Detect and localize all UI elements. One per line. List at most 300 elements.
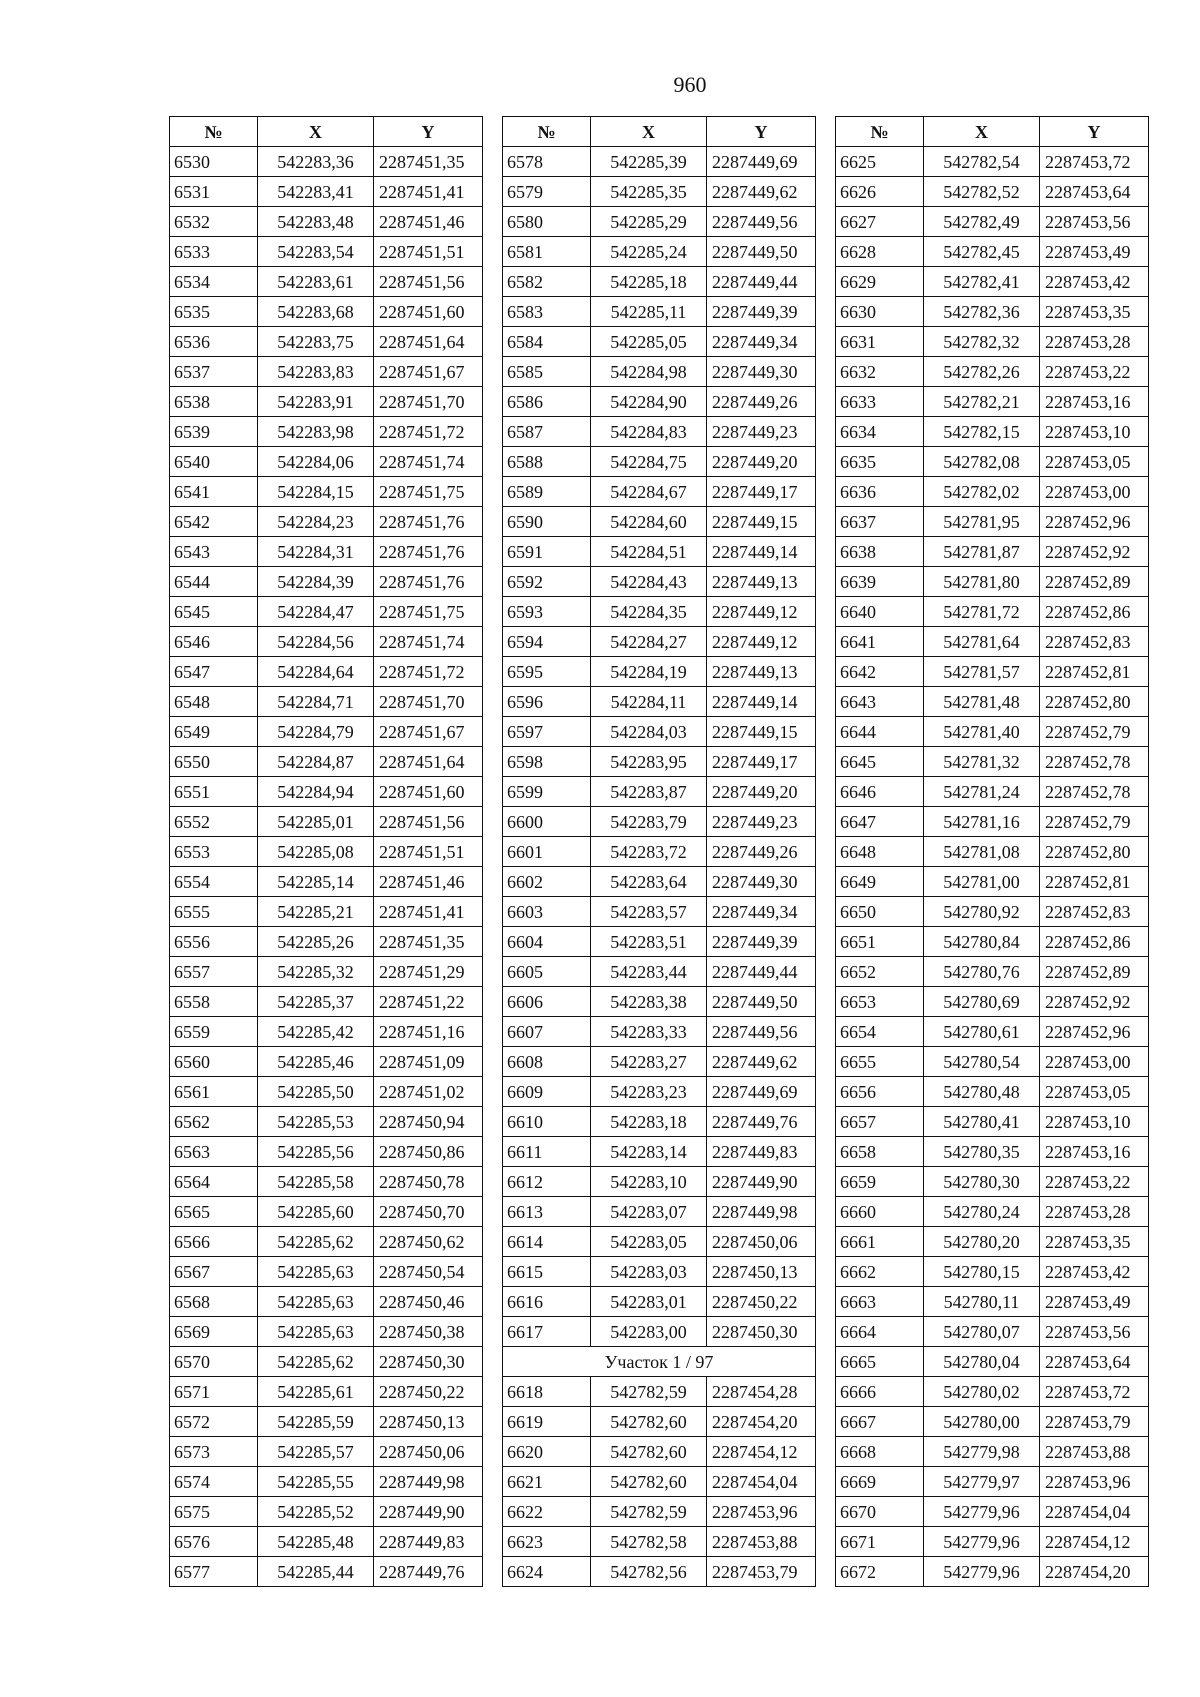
table-row xyxy=(503,687,816,717)
y-coordinate-cell: 2287450,46 xyxy=(374,1287,483,1317)
y-coordinate-cell: 2287453,22 xyxy=(1040,1167,1149,1197)
table-row xyxy=(836,1227,1149,1257)
x-coordinate-cell: 542283,41 xyxy=(258,177,374,207)
x-coordinate-cell: 542284,19 xyxy=(591,657,707,687)
y-coordinate-cell: 2287453,56 xyxy=(1040,1317,1149,1347)
table-row xyxy=(170,1467,483,1497)
point-number-cell: 6627 xyxy=(836,207,924,237)
section-row xyxy=(503,1347,816,1377)
point-number-cell: 6565 xyxy=(170,1197,258,1227)
coordinates-table-2 xyxy=(502,116,816,1587)
table-row xyxy=(836,1287,1149,1317)
x-coordinate-cell: 542283,01 xyxy=(591,1287,707,1317)
point-number-cell: 6660 xyxy=(836,1197,924,1227)
table-row xyxy=(170,1407,483,1437)
x-coordinate-cell: 542284,06 xyxy=(258,447,374,477)
x-coordinate-cell: 542782,15 xyxy=(924,417,1040,447)
point-number-cell: 6605 xyxy=(503,957,591,987)
table-row xyxy=(170,777,483,807)
point-number-cell: 6615 xyxy=(503,1257,591,1287)
point-number-cell: 6645 xyxy=(836,747,924,777)
point-number-cell: 6590 xyxy=(503,507,591,537)
y-coordinate-cell: 2287451,70 xyxy=(374,387,483,417)
point-number-cell: 6629 xyxy=(836,267,924,297)
point-number-cell: 6669 xyxy=(836,1467,924,1497)
table-row xyxy=(170,597,483,627)
table-row xyxy=(836,987,1149,1017)
table-row xyxy=(170,207,483,237)
point-number-cell: 6609 xyxy=(503,1077,591,1107)
x-coordinate-cell: 542283,14 xyxy=(591,1137,707,1167)
point-number-cell: 6597 xyxy=(503,717,591,747)
x-coordinate-cell: 542779,96 xyxy=(924,1557,1040,1587)
table-row xyxy=(170,1347,483,1377)
table-row xyxy=(170,1107,483,1137)
point-number-cell: 6554 xyxy=(170,867,258,897)
table-row xyxy=(170,687,483,717)
x-coordinate-cell: 542284,87 xyxy=(258,747,374,777)
table-row xyxy=(503,747,816,777)
x-coordinate-cell: 542782,26 xyxy=(924,357,1040,387)
x-coordinate-cell: 542283,98 xyxy=(258,417,374,447)
point-number-cell: 6559 xyxy=(170,1017,258,1047)
y-coordinate-cell: 2287454,12 xyxy=(1040,1527,1149,1557)
table-row xyxy=(836,717,1149,747)
x-coordinate-cell: 542285,21 xyxy=(258,897,374,927)
table-row xyxy=(503,657,816,687)
table-row xyxy=(170,1287,483,1317)
y-coordinate-cell: 2287449,83 xyxy=(374,1527,483,1557)
table-row xyxy=(836,957,1149,987)
point-number-cell: 6657 xyxy=(836,1107,924,1137)
y-coordinate-cell: 2287453,10 xyxy=(1040,417,1149,447)
y-coordinate-cell: 2287451,16 xyxy=(374,1017,483,1047)
y-coordinate-cell: 2287454,04 xyxy=(1040,1497,1149,1527)
table-row xyxy=(836,1527,1149,1557)
y-coordinate-cell: 2287451,35 xyxy=(374,927,483,957)
table-row xyxy=(503,1227,816,1257)
x-coordinate-cell: 542782,45 xyxy=(924,237,1040,267)
x-coordinate-cell: 542780,48 xyxy=(924,1077,1040,1107)
x-coordinate-cell: 542285,14 xyxy=(258,867,374,897)
point-number-cell: 6567 xyxy=(170,1257,258,1287)
y-coordinate-cell: 2287449,12 xyxy=(707,597,816,627)
point-number-cell: 6545 xyxy=(170,597,258,627)
x-coordinate-cell: 542285,48 xyxy=(258,1527,374,1557)
point-number-cell: 6632 xyxy=(836,357,924,387)
x-coordinate-cell: 542781,40 xyxy=(924,717,1040,747)
point-number-cell: 6639 xyxy=(836,567,924,597)
point-number-cell: 6548 xyxy=(170,687,258,717)
x-coordinate-cell: 542779,96 xyxy=(924,1497,1040,1527)
point-number-cell: 6600 xyxy=(503,807,591,837)
table-row xyxy=(836,837,1149,867)
y-coordinate-cell: 2287451,46 xyxy=(374,207,483,237)
point-number-cell: 6661 xyxy=(836,1227,924,1257)
table-row xyxy=(170,957,483,987)
y-coordinate-cell: 2287451,09 xyxy=(374,1047,483,1077)
table-row xyxy=(170,297,483,327)
point-number-cell: 6614 xyxy=(503,1227,591,1257)
table-row xyxy=(503,597,816,627)
point-number-cell: 6647 xyxy=(836,807,924,837)
x-coordinate-cell: 542285,24 xyxy=(591,237,707,267)
point-number-cell: 6570 xyxy=(170,1347,258,1377)
y-coordinate-cell: 2287451,64 xyxy=(374,327,483,357)
x-coordinate-cell: 542284,35 xyxy=(591,597,707,627)
point-number-cell: 6535 xyxy=(170,297,258,327)
y-coordinate-cell: 2287453,79 xyxy=(1040,1407,1149,1437)
table-row xyxy=(503,1137,816,1167)
x-coordinate-cell: 542781,80 xyxy=(924,567,1040,597)
point-number-cell: 6608 xyxy=(503,1047,591,1077)
y-coordinate-cell: 2287453,88 xyxy=(1040,1437,1149,1467)
point-number-cell: 6542 xyxy=(170,507,258,537)
point-number-cell: 6587 xyxy=(503,417,591,447)
point-number-cell: 6653 xyxy=(836,987,924,1017)
x-coordinate-cell: 542782,49 xyxy=(924,207,1040,237)
table-row xyxy=(503,507,816,537)
y-coordinate-cell: 2287454,20 xyxy=(707,1407,816,1437)
y-coordinate-cell: 2287450,94 xyxy=(374,1107,483,1137)
point-number-cell: 6659 xyxy=(836,1167,924,1197)
point-number-cell: 6586 xyxy=(503,387,591,417)
table-row xyxy=(503,537,816,567)
x-coordinate-cell: 542780,84 xyxy=(924,927,1040,957)
x-coordinate-cell: 542283,83 xyxy=(258,357,374,387)
table-row xyxy=(836,477,1149,507)
point-number-cell: 6593 xyxy=(503,597,591,627)
x-coordinate-cell: 542780,92 xyxy=(924,897,1040,927)
point-number-cell: 6582 xyxy=(503,267,591,297)
point-number-cell: 6625 xyxy=(836,147,924,177)
header-x: X xyxy=(591,117,707,147)
table-row xyxy=(503,1497,816,1527)
table-row xyxy=(503,897,816,927)
y-coordinate-cell: 2287452,83 xyxy=(1040,627,1149,657)
x-coordinate-cell: 542780,04 xyxy=(924,1347,1040,1377)
x-coordinate-cell: 542285,55 xyxy=(258,1467,374,1497)
y-coordinate-cell: 2287451,41 xyxy=(374,897,483,927)
y-coordinate-cell: 2287449,17 xyxy=(707,747,816,777)
table-row xyxy=(503,987,816,1017)
point-number-cell: 6547 xyxy=(170,657,258,687)
x-coordinate-cell: 542285,57 xyxy=(258,1437,374,1467)
y-coordinate-cell: 2287449,15 xyxy=(707,507,816,537)
point-number-cell: 6544 xyxy=(170,567,258,597)
y-coordinate-cell: 2287453,35 xyxy=(1040,297,1149,327)
point-number-cell: 6617 xyxy=(503,1317,591,1347)
y-coordinate-cell: 2287449,23 xyxy=(707,807,816,837)
point-number-cell: 6552 xyxy=(170,807,258,837)
table-row xyxy=(170,447,483,477)
x-coordinate-cell: 542283,33 xyxy=(591,1017,707,1047)
x-coordinate-cell: 542284,47 xyxy=(258,597,374,627)
table-row xyxy=(836,627,1149,657)
y-coordinate-cell: 2287450,78 xyxy=(374,1167,483,1197)
header-number: № xyxy=(503,117,591,147)
table-row xyxy=(503,357,816,387)
point-number-cell: 6671 xyxy=(836,1527,924,1557)
point-number-cell: 6534 xyxy=(170,267,258,297)
point-number-cell: 6550 xyxy=(170,747,258,777)
x-coordinate-cell: 542285,53 xyxy=(258,1107,374,1137)
y-coordinate-cell: 2287451,64 xyxy=(374,747,483,777)
x-coordinate-cell: 542283,44 xyxy=(591,957,707,987)
x-coordinate-cell: 542285,63 xyxy=(258,1257,374,1287)
x-coordinate-cell: 542285,61 xyxy=(258,1377,374,1407)
point-number-cell: 6579 xyxy=(503,177,591,207)
y-coordinate-cell: 2287453,42 xyxy=(1040,267,1149,297)
y-coordinate-cell: 2287453,88 xyxy=(707,1527,816,1557)
table-row xyxy=(503,1287,816,1317)
table-row xyxy=(503,1107,816,1137)
y-coordinate-cell: 2287449,50 xyxy=(707,987,816,1017)
point-number-cell: 6666 xyxy=(836,1377,924,1407)
y-coordinate-cell: 2287449,69 xyxy=(707,1077,816,1107)
point-number-cell: 6613 xyxy=(503,1197,591,1227)
x-coordinate-cell: 542283,48 xyxy=(258,207,374,237)
x-coordinate-cell: 542782,41 xyxy=(924,267,1040,297)
table-row xyxy=(836,327,1149,357)
point-number-cell: 6575 xyxy=(170,1497,258,1527)
x-coordinate-cell: 542285,26 xyxy=(258,927,374,957)
x-coordinate-cell: 542284,64 xyxy=(258,657,374,687)
point-number-cell: 6652 xyxy=(836,957,924,987)
table-row xyxy=(170,567,483,597)
x-coordinate-cell: 542781,87 xyxy=(924,537,1040,567)
y-coordinate-cell: 2287452,80 xyxy=(1040,687,1149,717)
table-row xyxy=(170,657,483,687)
y-coordinate-cell: 2287449,23 xyxy=(707,417,816,447)
x-coordinate-cell: 542285,42 xyxy=(258,1017,374,1047)
point-number-cell: 6595 xyxy=(503,657,591,687)
point-number-cell: 6561 xyxy=(170,1077,258,1107)
y-coordinate-cell: 2287453,28 xyxy=(1040,327,1149,357)
y-coordinate-cell: 2287449,14 xyxy=(707,687,816,717)
point-number-cell: 6637 xyxy=(836,507,924,537)
table-row xyxy=(503,867,816,897)
y-coordinate-cell: 2287451,56 xyxy=(374,807,483,837)
table-row xyxy=(503,417,816,447)
x-coordinate-cell: 542284,11 xyxy=(591,687,707,717)
point-number-cell: 6539 xyxy=(170,417,258,447)
table-row xyxy=(170,507,483,537)
x-coordinate-cell: 542283,72 xyxy=(591,837,707,867)
point-number-cell: 6656 xyxy=(836,1077,924,1107)
x-coordinate-cell: 542283,54 xyxy=(258,237,374,267)
x-coordinate-cell: 542780,02 xyxy=(924,1377,1040,1407)
y-coordinate-cell: 2287450,22 xyxy=(374,1377,483,1407)
y-coordinate-cell: 2287453,42 xyxy=(1040,1257,1149,1287)
table-row xyxy=(836,1077,1149,1107)
y-coordinate-cell: 2287451,74 xyxy=(374,627,483,657)
x-coordinate-cell: 542283,38 xyxy=(591,987,707,1017)
y-coordinate-cell: 2287451,02 xyxy=(374,1077,483,1107)
point-number-cell: 6563 xyxy=(170,1137,258,1167)
table-row xyxy=(170,867,483,897)
y-coordinate-cell: 2287452,78 xyxy=(1040,747,1149,777)
table-row xyxy=(503,177,816,207)
x-coordinate-cell: 542780,61 xyxy=(924,1017,1040,1047)
x-coordinate-cell: 542780,76 xyxy=(924,957,1040,987)
point-number-cell: 6621 xyxy=(503,1467,591,1497)
x-coordinate-cell: 542285,37 xyxy=(258,987,374,1017)
y-coordinate-cell: 2287449,98 xyxy=(374,1467,483,1497)
x-coordinate-cell: 542285,50 xyxy=(258,1077,374,1107)
x-coordinate-cell: 542782,54 xyxy=(924,147,1040,177)
y-coordinate-cell: 2287449,14 xyxy=(707,537,816,567)
table-row xyxy=(836,1467,1149,1497)
point-number-cell: 6591 xyxy=(503,537,591,567)
table-row xyxy=(170,1497,483,1527)
point-number-cell: 6543 xyxy=(170,537,258,567)
x-coordinate-cell: 542285,08 xyxy=(258,837,374,867)
y-coordinate-cell: 2287453,10 xyxy=(1040,1107,1149,1137)
y-coordinate-cell: 2287450,06 xyxy=(374,1437,483,1467)
table-row xyxy=(836,1137,1149,1167)
x-coordinate-cell: 542285,32 xyxy=(258,957,374,987)
x-coordinate-cell: 542285,44 xyxy=(258,1557,374,1587)
y-coordinate-cell: 2287449,15 xyxy=(707,717,816,747)
table-row xyxy=(503,447,816,477)
x-coordinate-cell: 542780,35 xyxy=(924,1137,1040,1167)
x-coordinate-cell: 542284,75 xyxy=(591,447,707,477)
table-row xyxy=(170,897,483,927)
x-coordinate-cell: 542284,31 xyxy=(258,537,374,567)
y-coordinate-cell: 2287450,30 xyxy=(374,1347,483,1377)
x-coordinate-cell: 542781,48 xyxy=(924,687,1040,717)
table-row xyxy=(503,1437,816,1467)
y-coordinate-cell: 2287453,49 xyxy=(1040,1287,1149,1317)
x-coordinate-cell: 542284,83 xyxy=(591,417,707,447)
y-coordinate-cell: 2287453,00 xyxy=(1040,1047,1149,1077)
x-coordinate-cell: 542283,05 xyxy=(591,1227,707,1257)
y-coordinate-cell: 2287452,79 xyxy=(1040,807,1149,837)
x-coordinate-cell: 542285,63 xyxy=(258,1287,374,1317)
point-number-cell: 6668 xyxy=(836,1437,924,1467)
point-number-cell: 6612 xyxy=(503,1167,591,1197)
coordinates-table-3 xyxy=(835,116,1149,1587)
y-coordinate-cell: 2287450,13 xyxy=(374,1407,483,1437)
table-row xyxy=(836,147,1149,177)
x-coordinate-cell: 542782,60 xyxy=(591,1407,707,1437)
y-coordinate-cell: 2287449,44 xyxy=(707,957,816,987)
table-row xyxy=(836,177,1149,207)
x-coordinate-cell: 542284,79 xyxy=(258,717,374,747)
point-number-cell: 6572 xyxy=(170,1407,258,1437)
table-row xyxy=(836,297,1149,327)
x-coordinate-cell: 542780,41 xyxy=(924,1107,1040,1137)
x-coordinate-cell: 542284,43 xyxy=(591,567,707,597)
y-coordinate-cell: 2287449,39 xyxy=(707,297,816,327)
x-coordinate-cell: 542284,23 xyxy=(258,507,374,537)
x-coordinate-cell: 542782,59 xyxy=(591,1497,707,1527)
y-coordinate-cell: 2287452,89 xyxy=(1040,957,1149,987)
point-number-cell: 6558 xyxy=(170,987,258,1017)
y-coordinate-cell: 2287450,22 xyxy=(707,1287,816,1317)
point-number-cell: 6574 xyxy=(170,1467,258,1497)
point-number-cell: 6630 xyxy=(836,297,924,327)
x-coordinate-cell: 542782,59 xyxy=(591,1377,707,1407)
table-row xyxy=(836,1107,1149,1137)
section-label: Участок 1 / 97 xyxy=(503,1347,816,1377)
point-number-cell: 6655 xyxy=(836,1047,924,1077)
y-coordinate-cell: 2287453,96 xyxy=(1040,1467,1149,1497)
point-number-cell: 6566 xyxy=(170,1227,258,1257)
x-coordinate-cell: 542782,21 xyxy=(924,387,1040,417)
x-coordinate-cell: 542284,27 xyxy=(591,627,707,657)
table-row xyxy=(836,867,1149,897)
x-coordinate-cell: 542780,15 xyxy=(924,1257,1040,1287)
y-coordinate-cell: 2287451,72 xyxy=(374,657,483,687)
table-row xyxy=(836,1197,1149,1227)
y-coordinate-cell: 2287453,64 xyxy=(1040,1347,1149,1377)
point-number-cell: 6606 xyxy=(503,987,591,1017)
header-y: Y xyxy=(374,117,483,147)
point-number-cell: 6618 xyxy=(503,1377,591,1407)
table-header-row xyxy=(170,117,483,147)
y-coordinate-cell: 2287453,72 xyxy=(1040,147,1149,177)
point-number-cell: 6531 xyxy=(170,177,258,207)
y-coordinate-cell: 2287452,92 xyxy=(1040,537,1149,567)
y-coordinate-cell: 2287454,28 xyxy=(707,1377,816,1407)
y-coordinate-cell: 2287451,51 xyxy=(374,237,483,267)
y-coordinate-cell: 2287449,50 xyxy=(707,237,816,267)
header-x: X xyxy=(258,117,374,147)
y-coordinate-cell: 2287451,22 xyxy=(374,987,483,1017)
x-coordinate-cell: 542780,07 xyxy=(924,1317,1040,1347)
table-row xyxy=(836,267,1149,297)
table-row xyxy=(170,537,483,567)
y-coordinate-cell: 2287451,70 xyxy=(374,687,483,717)
y-coordinate-cell: 2287451,72 xyxy=(374,417,483,447)
y-coordinate-cell: 2287452,96 xyxy=(1040,1017,1149,1047)
table-row xyxy=(503,1257,816,1287)
table-row xyxy=(170,717,483,747)
y-coordinate-cell: 2287452,96 xyxy=(1040,507,1149,537)
x-coordinate-cell: 542781,95 xyxy=(924,507,1040,537)
point-number-cell: 6538 xyxy=(170,387,258,417)
page-number: 960 xyxy=(673,72,707,97)
table-row xyxy=(170,807,483,837)
point-number-cell: 6580 xyxy=(503,207,591,237)
x-coordinate-cell: 542781,16 xyxy=(924,807,1040,837)
coordinates-table-1 xyxy=(169,116,483,1587)
x-coordinate-cell: 542285,62 xyxy=(258,1347,374,1377)
y-coordinate-cell: 2287453,56 xyxy=(1040,207,1149,237)
y-coordinate-cell: 2287449,26 xyxy=(707,387,816,417)
x-coordinate-cell: 542283,95 xyxy=(591,747,707,777)
table-row xyxy=(836,387,1149,417)
table-row xyxy=(836,447,1149,477)
table-row xyxy=(170,417,483,447)
x-coordinate-cell: 542283,03 xyxy=(591,1257,707,1287)
y-coordinate-cell: 2287449,20 xyxy=(707,777,816,807)
table-row xyxy=(836,537,1149,567)
point-number-cell: 6549 xyxy=(170,717,258,747)
table-row xyxy=(836,897,1149,927)
y-coordinate-cell: 2287449,34 xyxy=(707,327,816,357)
x-coordinate-cell: 542284,98 xyxy=(591,357,707,387)
y-coordinate-cell: 2287449,30 xyxy=(707,357,816,387)
y-coordinate-cell: 2287449,26 xyxy=(707,837,816,867)
y-coordinate-cell: 2287449,17 xyxy=(707,477,816,507)
table-header-row xyxy=(836,117,1149,147)
table-row xyxy=(503,237,816,267)
table-row xyxy=(836,1257,1149,1287)
table-row xyxy=(170,1527,483,1557)
